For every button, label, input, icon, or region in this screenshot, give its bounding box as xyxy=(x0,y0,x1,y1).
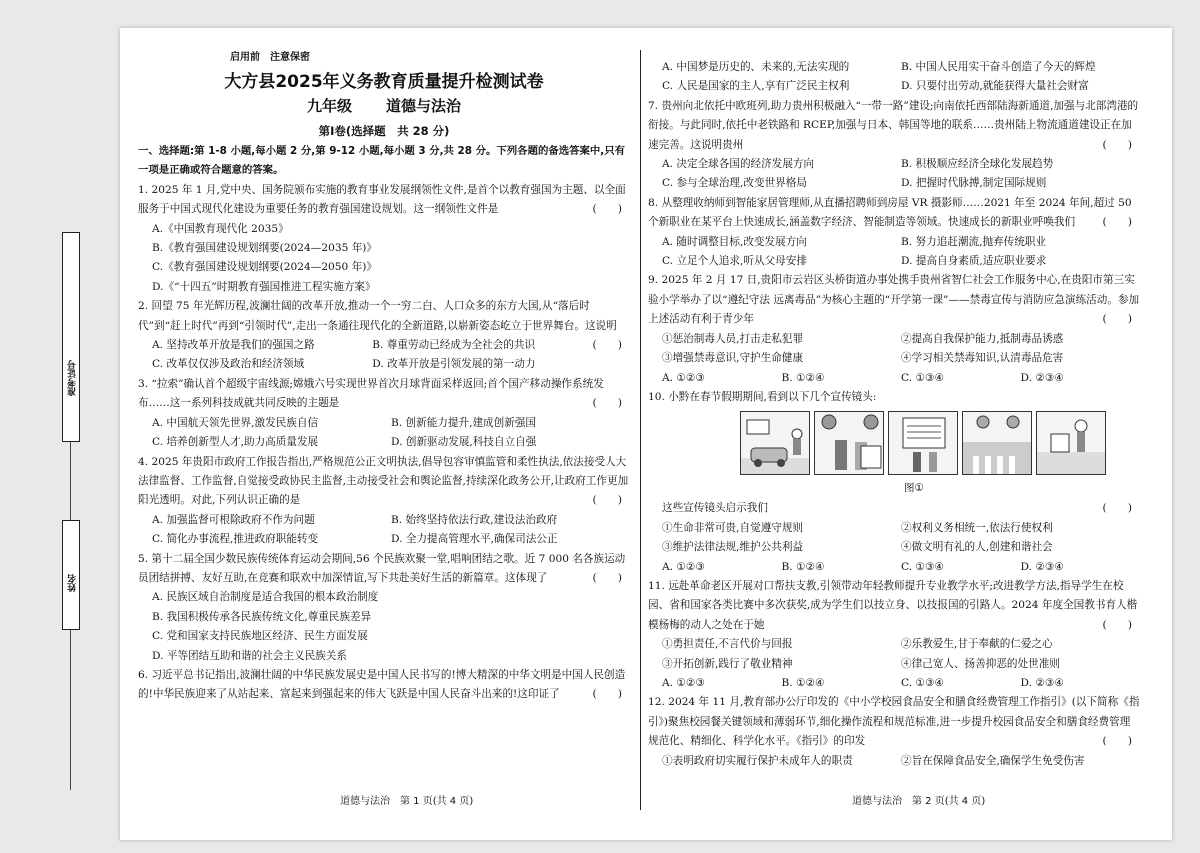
figure-panel-crosswalk xyxy=(962,411,1032,475)
option: C.《教育强国建设规划纲要(2024—2050 年)》 xyxy=(152,261,377,274)
option: A. 民族区域自治制度是适合我国的根本政治制度 xyxy=(152,591,379,604)
option-list xyxy=(648,330,1140,369)
option-list xyxy=(138,336,593,375)
option: ③开拓创新,践行了敬业精神 xyxy=(662,657,793,670)
option: C. 参与全球治理,改变世界格局 xyxy=(662,177,807,190)
option: ④律己宽人、扬善抑恶的处世准则 xyxy=(901,657,1060,670)
option: B. 努力追赶潮流,抛弃传统职业 xyxy=(901,235,1047,248)
option: D. 把握时代脉搏,制定国际规则 xyxy=(901,177,1047,190)
option: ①表明政府切实履行保护未成年人的职责 xyxy=(662,754,853,767)
answer-paren: ( ) xyxy=(1102,618,1132,631)
option: D. 全力提高管理水平,确保司法公正 xyxy=(391,533,558,546)
grade-subject xyxy=(138,94,630,118)
option-list xyxy=(648,155,1140,194)
answer-choice: C. ①③④ xyxy=(901,371,944,384)
option: ①生命非常可贵,自觉遵守规则 xyxy=(662,521,804,534)
exam-number-label: 准考证号 xyxy=(68,360,78,396)
figure-panel-lanterns xyxy=(814,411,884,475)
exam-number-box xyxy=(62,232,80,442)
exam-title: 大方县2025年义务教育质量提升检测试卷 xyxy=(224,72,544,92)
option-list xyxy=(138,588,630,666)
option: B. 尊重劳动已经成为全社会的共识 xyxy=(372,339,536,352)
part-title: 第Ⅰ卷(选择题 共 28 分) xyxy=(318,124,450,138)
option: A. 坚持改革开放是我们的强国之路 xyxy=(152,339,315,352)
figure-panel-traffic-police xyxy=(740,411,810,475)
figure-1 xyxy=(648,411,1140,477)
option: D. 改革开放是引领发展的第一动力 xyxy=(372,358,536,371)
option: B. 我国积极传承各民族传统文化,尊重民族差异 xyxy=(152,610,372,623)
question-stem xyxy=(648,693,1140,751)
answer-paren: ( ) xyxy=(1102,216,1132,229)
answer-choice: D. ②③④ xyxy=(1020,676,1064,689)
figure-panel-community xyxy=(1036,411,1106,475)
grade-label: 九年级 xyxy=(306,97,352,115)
figure-caption: 图① xyxy=(904,482,924,495)
answer-paren: ( ) xyxy=(1102,502,1132,515)
question-item xyxy=(648,271,1140,387)
right-column xyxy=(648,58,1140,771)
q10-options xyxy=(648,519,1140,558)
option: A. 随时调整目标,改变发展方向 xyxy=(662,235,807,248)
option: ②乐教爱生,甘于奉献的仁爱之心 xyxy=(901,638,1053,651)
option: D. 创新驱动发展,科技自立自强 xyxy=(391,436,537,449)
answer-choices xyxy=(648,369,1140,388)
q10-answers xyxy=(648,558,1140,577)
answer-choice: D. ②③④ xyxy=(1020,371,1064,384)
question-item xyxy=(138,550,630,666)
option: D. 平等团结互助和谐的社会主义民族关系 xyxy=(152,649,347,662)
question-11 xyxy=(648,577,1140,693)
question-stem-2 xyxy=(648,499,1140,518)
answer-paren: ( ) xyxy=(1102,735,1132,748)
option: B.《教育强国建设规划纲要(2024—2035 年)》 xyxy=(152,242,378,255)
option: C. 简化办事流程,推进政府职能转变 xyxy=(152,533,319,546)
question-stem-text: 7. 贵州向北依托中欧班列,助力贵州积极融入“一带一路”建设;向南依托西部陆海新通道,加强与北部湾港的衔接。与此同时,依托中老铁路和 RCEP,加强与日本、韩国等地的联系……贵州陆上物流通道建设正在加速完善。这说明贵州 xyxy=(648,99,1139,151)
instructions: 一、选择题:第 1-8 小题,每小题 2 分,第 9-12 小题,每小题 3 分,共 28 分。下列各题的备选答案中,只有一项是正确或符合题意的答案。 xyxy=(138,145,626,177)
answer-paren: ( ) xyxy=(592,339,622,352)
question-12 xyxy=(648,693,1140,771)
question-stem-text: 11. 远赴革命老区开展对口帮扶支教,引领带动年轻教师提升专业教学水平;改进教学方法,指导学生在校园、省和国家各类比赛中多次获奖,成为学生们以技立身、以技报国的引路人。2024 年度全国教书育人楷模杨梅的动人之处在于她 xyxy=(648,579,1138,631)
question-stem-text: 6. 习近平总书记指出,波澜壮阔的中华民族发展史是中国人民书写的!博大精深的中华文明是中国人民创造的!中华民族迎来了从站起来、富起来到强起来的伟大飞跃是中国人民奋斗出来的!这印证了 xyxy=(138,668,626,701)
answer-choice: C. ①③④ xyxy=(901,676,944,689)
name-label: 姓名 xyxy=(68,574,78,592)
column-divider xyxy=(640,50,641,810)
answer-paren: ( ) xyxy=(592,203,622,216)
answer-paren: ( ) xyxy=(592,688,622,701)
option: C. 培养创新型人才,助力高质量发展 xyxy=(152,436,319,449)
question-stem xyxy=(138,453,630,511)
option: C. 改革仅仅涉及政治和经济领域 xyxy=(152,358,305,371)
question-stem xyxy=(648,194,1140,233)
option: C. 党和国家支持民族地区经济、民生方面发展 xyxy=(152,630,368,643)
question-stem xyxy=(648,271,1140,329)
option: C. 人民是国家的主人,享有广泛民主权利 xyxy=(662,80,850,93)
question-stem xyxy=(138,666,630,705)
option: B. 中国人民用实干奋斗创造了今天的辉煌 xyxy=(901,61,1096,73)
option: ①勇担责任,不言代价与回报 xyxy=(662,638,793,651)
question-item xyxy=(648,194,1140,272)
question-item xyxy=(138,453,630,550)
answer-paren: ( ) xyxy=(1102,138,1132,151)
option: ③增强禁毒意识,守护生命健康 xyxy=(662,352,804,365)
subject-label: 道德与法治 xyxy=(386,97,462,115)
question-item xyxy=(648,97,1140,194)
question-stem xyxy=(138,181,630,220)
question-item xyxy=(138,375,630,453)
option: ②权利义务相统一,依法行使权利 xyxy=(901,521,1053,534)
option: ④学习相关禁毒知识,认清毒品危害 xyxy=(901,352,1064,365)
q12-options xyxy=(648,752,1140,771)
answer-choice: B. ①②④ xyxy=(781,371,825,384)
question-stem-text: 8. 从整理收纳师到智能家居管理师,从直播招聘师到房屋 VR 摄影师……2021 年至 2024 年间,超过 50 个新职业在某平台上快速成长,涵盖数字经济、智能制造等领域。快速成长的新职业呼唤我们 xyxy=(648,196,1132,229)
question-item xyxy=(138,666,630,705)
option: C. 立足个人追求,听从父母安排 xyxy=(662,255,807,268)
option: ①惩治制毒人员,打击走私犯罪 xyxy=(662,332,804,345)
option: A. 决定全球各国的经济发展方向 xyxy=(662,158,815,171)
question-item xyxy=(138,181,630,297)
confidential-note: 启用前 注意保密 xyxy=(230,52,310,63)
question-stem: 10. 小黔在春节假期期间,看到以下几个宣传镜头: xyxy=(648,390,877,403)
option: ②提高自我保护能力,抵制毒品诱惑 xyxy=(901,332,1064,345)
answer-choice: B. ①②④ xyxy=(781,676,825,689)
option: ②旨在保障食品安全,确保学生免受伤害 xyxy=(901,754,1085,767)
question-10 xyxy=(648,388,1140,577)
option: B. 积极顺应经济全球化发展趋势 xyxy=(901,158,1054,171)
question-stem-text: 3. “拉索”确认首个超级宇宙线源;嫦娥六号实现世界首次月球背面采样返回;首个国产移动操作系统发布……这一系列科技成就共同反映的主题是 xyxy=(138,377,604,410)
right-question-list xyxy=(648,97,1140,388)
option: A. 中国梦是历史的、未来的,无法实现的 xyxy=(662,61,850,73)
answer-paren: ( ) xyxy=(592,571,622,584)
question-item xyxy=(138,297,630,375)
option: B. 始终坚持依法行政,建设法治政府 xyxy=(391,513,558,526)
q6-options xyxy=(648,58,1140,97)
answer-choice: A. ①②③ xyxy=(662,676,705,689)
question-stem-text: 9. 2025 年 2 月 17 日,贵阳市云岩区头桥街道办事处携手贵州省智仁社会工作服务中心,在贵阳市第三实验小学举办了以“遵纪守法 远离毒品”为核心主题的“开学第一课”——禁毒宣传与消防应急演练活动。参加上述活动有利于青少年 xyxy=(648,274,1140,326)
option-list xyxy=(648,233,1140,272)
left-column xyxy=(138,48,630,705)
answer-paren: ( ) xyxy=(1102,313,1132,326)
question-stem-text: 12. 2024 年 11 月,教育部办公厅印发的《中小学校园食品安全和膳食经费管理工作指引》(以下简称《指引》)聚焦校园餐关键领域和薄弱环节,细化操作流程和规范标准,进一步提升校园食品安全和膳食经费管理规范化、精细化、科学化水平。《指引》的印发 xyxy=(648,696,1140,748)
option-list xyxy=(138,220,630,298)
answer-paren: ( ) xyxy=(592,397,622,410)
question-stem-text: 这些宣传镜头启示我们 xyxy=(662,502,768,515)
question-stem xyxy=(648,97,1140,155)
option: B. 创新能力提升,建成创新强国 xyxy=(391,416,537,429)
q11-options xyxy=(648,635,1140,674)
page-footer-right: 道德与法治 第 2 页(共 4 页) xyxy=(852,796,986,807)
page-footer-left: 道德与法治 第 1 页(共 4 页) xyxy=(340,796,474,807)
question-stem-text: 2. 回望 75 年光辉历程,波澜壮阔的改革开放,推动一个一穷二白、人口众多的东方大国,从“落后时代”到“赶上时代”再到“引领时代”,走出一条通往现代化的全新道路,以崭新姿态屹立于世界舞台。这说明 xyxy=(138,300,617,332)
question-stem xyxy=(138,375,630,414)
option: D.《“十四五”时期教育强国推进工程实施方案》 xyxy=(152,280,376,293)
option: ④做文明有礼的人,创建和谐社会 xyxy=(901,541,1053,554)
question-stem-text: 4. 2025 年贵阳市政府工作报告指出,严格规范公正文明执法,倡导包容审慎监管和柔性执法,依法接受人大法律监督、工作监督,自觉接受政协民主监督,主动接受社会和舆论监督,持续深化政务公开,让政府工作更加阳光透明。对此,下列认识正确的是 xyxy=(138,455,629,507)
answer-paren: ( ) xyxy=(592,494,622,507)
question-stem xyxy=(138,550,630,589)
answer-choice: D. ②③④ xyxy=(1020,560,1064,573)
option: A. 加强监督可根除政府不作为问题 xyxy=(152,513,315,526)
figure-panel-safety-poster xyxy=(888,411,958,475)
option: D. 提高自身素质,适应职业要求 xyxy=(901,255,1047,268)
answer-choice: B. ①②④ xyxy=(781,560,825,573)
option: A.《中国教育现代化 2035》 xyxy=(152,222,289,235)
option-list xyxy=(138,414,630,453)
question-stem-text: 1. 2025 年 1 月,党中央、国务院颁布实施的教育事业发展纲领性文件,是首个以教育强国为主题、以全面服务于中国式现代化建设为重要任务的教育强国建设规划。这一纲领性文件是 xyxy=(138,183,626,216)
left-question-list xyxy=(138,181,630,705)
option-list xyxy=(138,511,630,550)
q11-answers xyxy=(648,674,1140,693)
answer-choice: A. ①②③ xyxy=(662,560,705,573)
option: A. 中国航天领先世界,激发民族自信 xyxy=(152,416,319,429)
question-stem xyxy=(648,577,1140,635)
question-stem-text: 5. 第十二届全国少数民族传统体育运动会期间,56 个民族欢聚一堂,唱响团结之歌。近 7 000 名各族运动员团结拼搏、友好互助,在竞赛和联欢中加深情谊,写下共赴美好生活的新篇章。这体现了 xyxy=(138,552,626,584)
answer-choice: C. ①③④ xyxy=(901,560,944,573)
option: D. 只要付出劳动,就能获得大量社会财富 xyxy=(901,80,1089,93)
answer-choice: A. ①②③ xyxy=(662,371,705,384)
option: ③维护法律法规,维护公共利益 xyxy=(662,541,804,554)
